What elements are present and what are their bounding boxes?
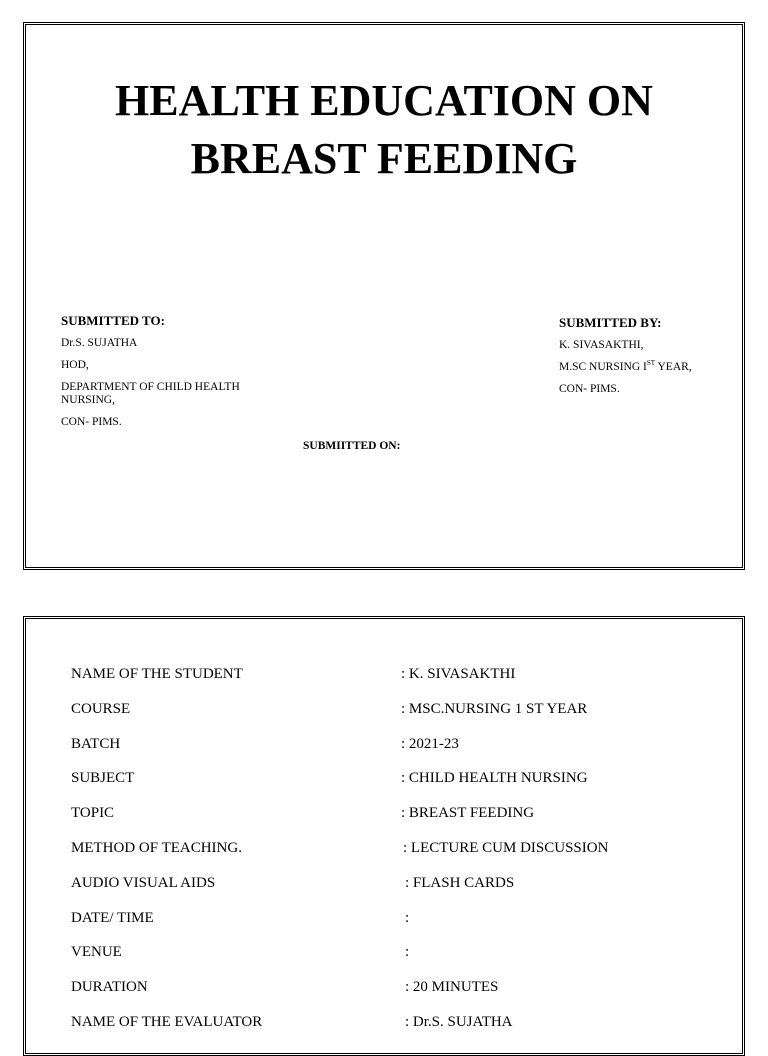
detail-label: NAME OF THE EVALUATOR	[71, 1014, 263, 1030]
detail-label: BATCH	[71, 735, 121, 752]
detail-label: VENUE	[71, 944, 122, 961]
detail-value: : 20 MINUTES	[405, 979, 499, 996]
submitted-by-course	[559, 361, 739, 374]
submitted-by-course-sup: ST	[646, 359, 656, 368]
submitted-to-institution: CON- PIMS.	[61, 416, 122, 428]
detail-value: :	[405, 909, 410, 926]
submitted-by-heading: SUBMITTED BY:	[559, 315, 662, 330]
submitted-by-course-suffix: YEAR,	[655, 361, 692, 373]
submitted-by-block	[559, 315, 739, 405]
submitted-to-block	[61, 313, 261, 438]
title-line-2: BREAST FEEDING	[190, 134, 578, 183]
detail-label: DATE/ TIME	[71, 909, 154, 926]
detail-value: :	[405, 944, 410, 961]
submitted-by-course-text: M.SC NURSING I	[559, 361, 647, 373]
document-title	[26, 72, 742, 188]
detail-value: : MSC.NURSING 1 ST YEAR	[401, 700, 588, 717]
submitted-by-institution: CON- PIMS.	[559, 383, 620, 395]
detail-value: : 2021-23	[401, 735, 459, 752]
title-line-1: HEALTH EDUCATION ON	[115, 76, 653, 125]
detail-label: TOPIC	[71, 805, 115, 822]
detail-label: AUDIO VISUAL AIDS	[71, 874, 216, 891]
detail-label: NAME OF THE STUDENT	[71, 666, 243, 682]
detail-value: : BREAST FEEDING	[401, 805, 535, 822]
detail-value: : Dr.S. SUJATHA	[405, 1014, 513, 1030]
detail-value: : K. SIVASAKTHI	[401, 666, 516, 682]
detail-label: SUBJECT	[71, 770, 135, 787]
detail-value: : FLASH CARDS	[405, 874, 515, 891]
submitted-to-name: Dr.S. SUJATHA	[61, 337, 138, 349]
detail-value: : LECTURE CUM DISCUSSION	[403, 840, 609, 856]
cover-page	[23, 22, 745, 570]
detail-label: DURATION	[71, 979, 148, 996]
submitted-on-label: SUBMIITTED ON:	[303, 440, 401, 452]
submitted-to-role: HOD,	[61, 359, 89, 371]
submitted-to-department: DEPARTMENT OF CHILD HEALTH NURSING,	[61, 381, 240, 406]
detail-value: : CHILD HEALTH NURSING	[401, 770, 588, 787]
detail-label: COURSE	[71, 700, 131, 717]
detail-label: METHOD OF TEACHING.	[71, 840, 242, 856]
submitted-by-name: K. SIVASAKTHI,	[559, 339, 644, 351]
submitted-to-heading: SUBMITTED TO:	[61, 313, 165, 328]
details-page	[23, 616, 745, 1056]
